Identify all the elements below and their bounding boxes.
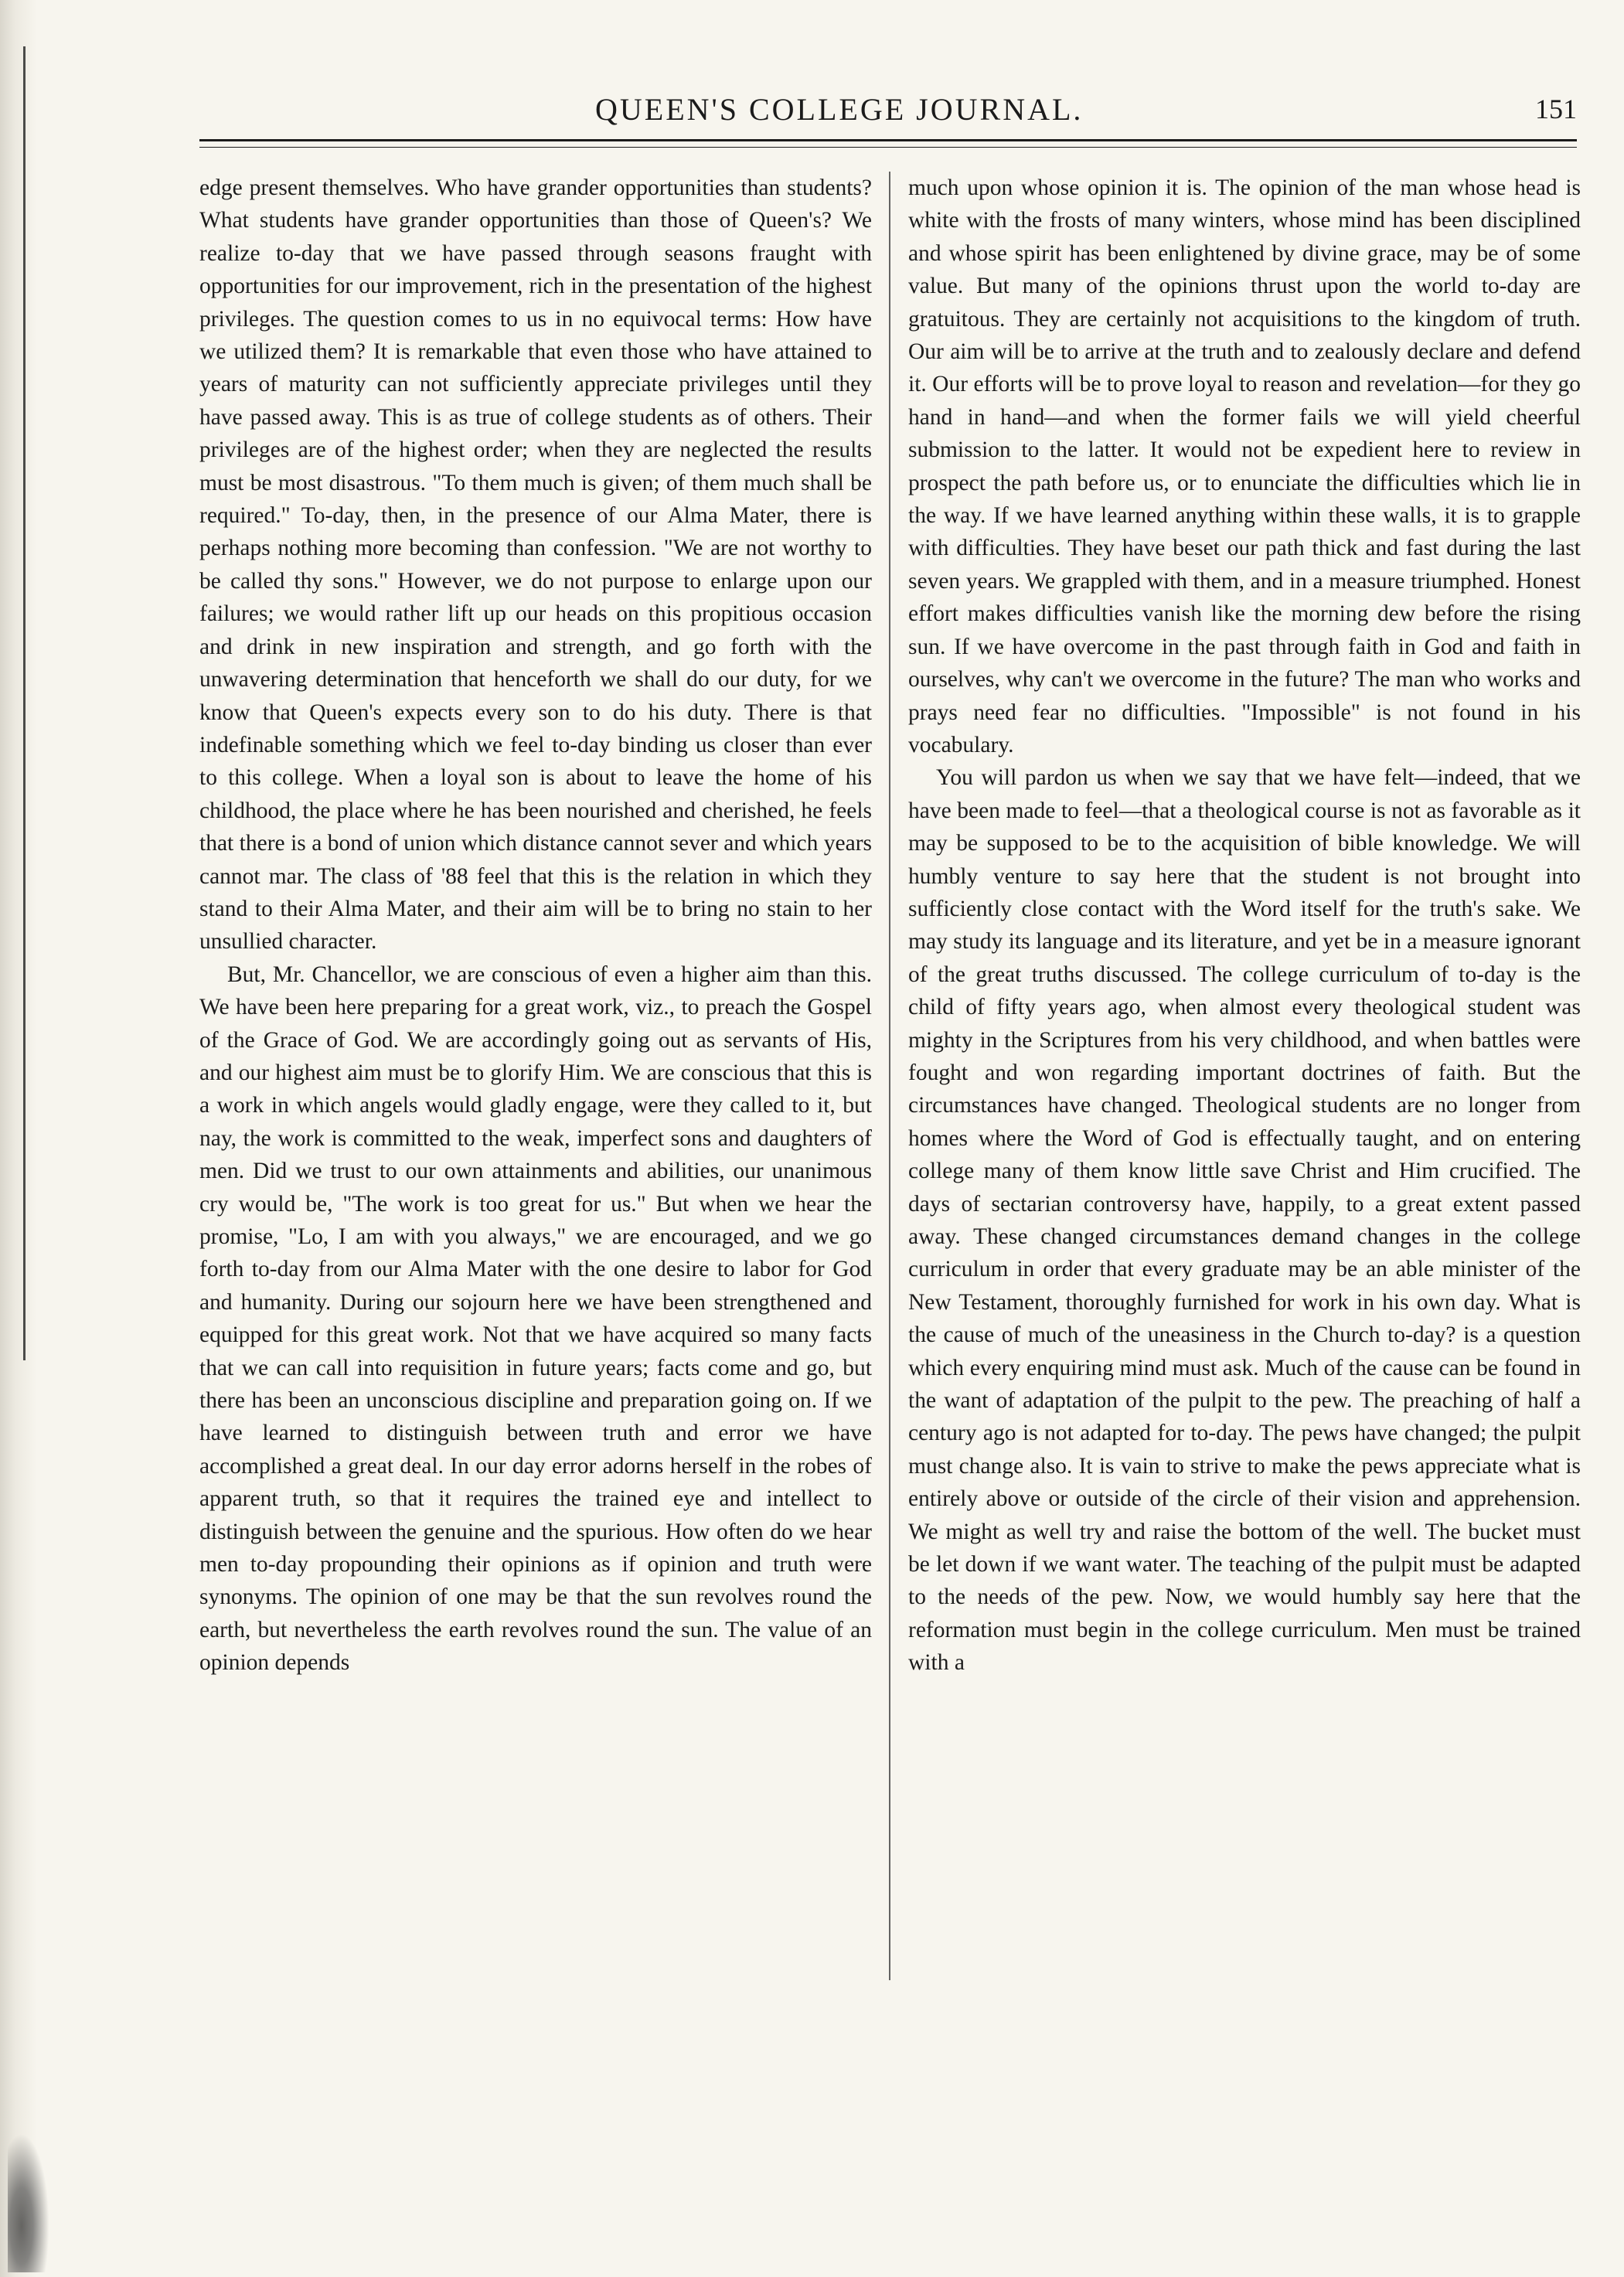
header-rule-thin (199, 147, 1577, 148)
left-paragraph-2: But, Mr. Chancellor, we are conscious of even a higher aim than this. We have been here preparing for a great work, viz., to preach the Gospel of the Grace of God. We are accordingly going out as servants of His, and our highest aim must be to glorify Him. We are conscious that this is a work in which angels would gladly engage, were they called to it, but nay, the work is committed to the weak, imperfect sons and daughters of men. Did we trust to our own attainments and abilities, our unanimous cry would be, "The work is too great for us." But when we hear the promise, "Lo, I am with you always," we are encouraged, and we go forth to-day from our Alma Mater with the one desire to labor for God and humanity. During our sojourn here we have been strengthened and equipped for this great work. Not that we have acquired so many facts that we can call into requisition in future years; facts come and go, but there has been an unconscious discipline and preparation going on. If we have learned to distinguish between truth and error we have accomplished a great deal. In our day error adorns herself in the robes of apparent truth, so that it requires the trained eye and intellect to distinguish between the genuine and the spurious. How often do we hear men to-day propounding their opinions as if opinion and truth were synonyms. The opinion of one may be that the sun revolves round the earth, but nevertheless the earth revolves round the sun. The value of an opinion depends (199, 962, 872, 1676)
binding-shadow-mark (8, 2118, 54, 2272)
left-column (199, 172, 872, 1680)
journal-title: QUEEN'S COLLEGE JOURNAL. (595, 92, 1084, 127)
right-paragraph-1: much upon whose opinion it is. The opinion of the man whose head is white with the frosts of many winters, whose mind has been disciplined and whose spirit has been enlightened by divine grace, may be of some value. But many of the opinions thrust upon the world to-day are gratuitous. They are certainly not acquisitions to the kingdom of truth. Our aim will be to arrive at the truth and to zealously declare and defend it. Our efforts will be to prove loyal to reason and revelation—for they go hand in hand—and when the former fails we will yield cheerful submission to the latter. It would not be expedient here to review in prospect the path before us, or to enunciate the difficulties which lie in the way. If we have learned anything within these walls, it is to grapple with difficulties. They have beset our path thick and fast during the last seven years. We grappled with them, and in a measure triumphed. Honest effort makes difficulties vanish like the morning dew before the rising sun. If we have overcome in the past through faith in God and faith in ourselves, why can't we overcome in the future? The man who works and prays need fear no difficulties. "Impossible" is not found in his vocabulary. (908, 175, 1581, 757)
left-paragraph-1: edge present themselves. Who have grander opportunities than students? What students have grander opportunities than those of Queen's? We realize to-day that we have passed through seasons fraught with opportunities for our improvement, rich in the presentation of the highest privileges. The question comes to us in no equivocal terms: How have we utilized them? It is remarkable that even those who have attained to years of maturity can not sufficiently appreciate privileges until they have passed away. This is as true of college students as of others. Their privileges are of the highest order; when they are neglected the results must be most disastrous. "To them much is given; of them much shall be required." To-day, then, in the presence of our Alma Mater, there is perhaps nothing more becoming than confession. "We are not worthy to be called thy sons." However, we do not purpose to enlarge upon our failures; we would rather lift up our heads on this propitious occasion and drink in new inspiration and strength, and go forth with the unwavering determination that henceforth we shall do our duty, for we know that Queen's expects every son to do his duty. There is that indefinable something which we feel to-day binding us closer than ever to this college. When a loyal son is about to leave the home of his childhood, the place where he has been nourished and cherished, he feels that there is a bond of union which distance cannot sever and which years cannot mar. The class of '88 feel that this is the relation in which they stand to their Alma Mater, and their aim will be to bring no stain to her unsullied character. (199, 175, 872, 955)
right-column (908, 172, 1581, 1680)
header-rule-thick (199, 139, 1577, 141)
page-binding-edge (0, 0, 37, 2277)
right-paragraph-2: You will pardon us when we say that we have felt—indeed, that we have been made to feel—that a theological course is not as favorable as it may be supposed to be to the acquisition of bible knowledge. We will humbly venture to say here that the student is not brought into sufficiently close contact with the Word itself for the truth's sake. We may study its language and its literature, and yet be in a measure ignorant of the great truths discussed. The college curriculum of to-day is the child of fifty years ago, when almost every theological student was mighty in the Scriptures from his very childhood, and when battles were fought and won regarding important doctrines of faith. But the circumstances have changed. Theological students are no longer from homes where the Word of God is effectually taught, and on entering college many of them know little save Christ and Him crucified. The days of sectarian controversy have, happily, to a great extent passed away. These changed circumstances demand changes in the college curriculum in order that every graduate may be an able minister of the New Testament, thoroughly furnished for work in his own day. What is the cause of much of the uneasiness in the Church to-day? is a question which every enquiring mind must ask. Much of the cause can be found in the want of adaptation of the pulpit to the pew. The preaching of half a century ago is not adapted for to-day. The pews have changed; the pulpit must change also. It is vain to strive to make the pews appreciate what is entirely above or outside of the circle of their vision and apprehension. We might as well try and raise the bottom of the well. The bucket must be let down if we want water. The teaching of the pulpit must be adapted to the needs of the pew. Now, we would humbly say here that the reformation must begin in the college curriculum. Men must be trained with a (908, 765, 1581, 1676)
column-divider (889, 172, 890, 1980)
page-number: 151 (1535, 94, 1577, 124)
binding-line (23, 46, 26, 1360)
